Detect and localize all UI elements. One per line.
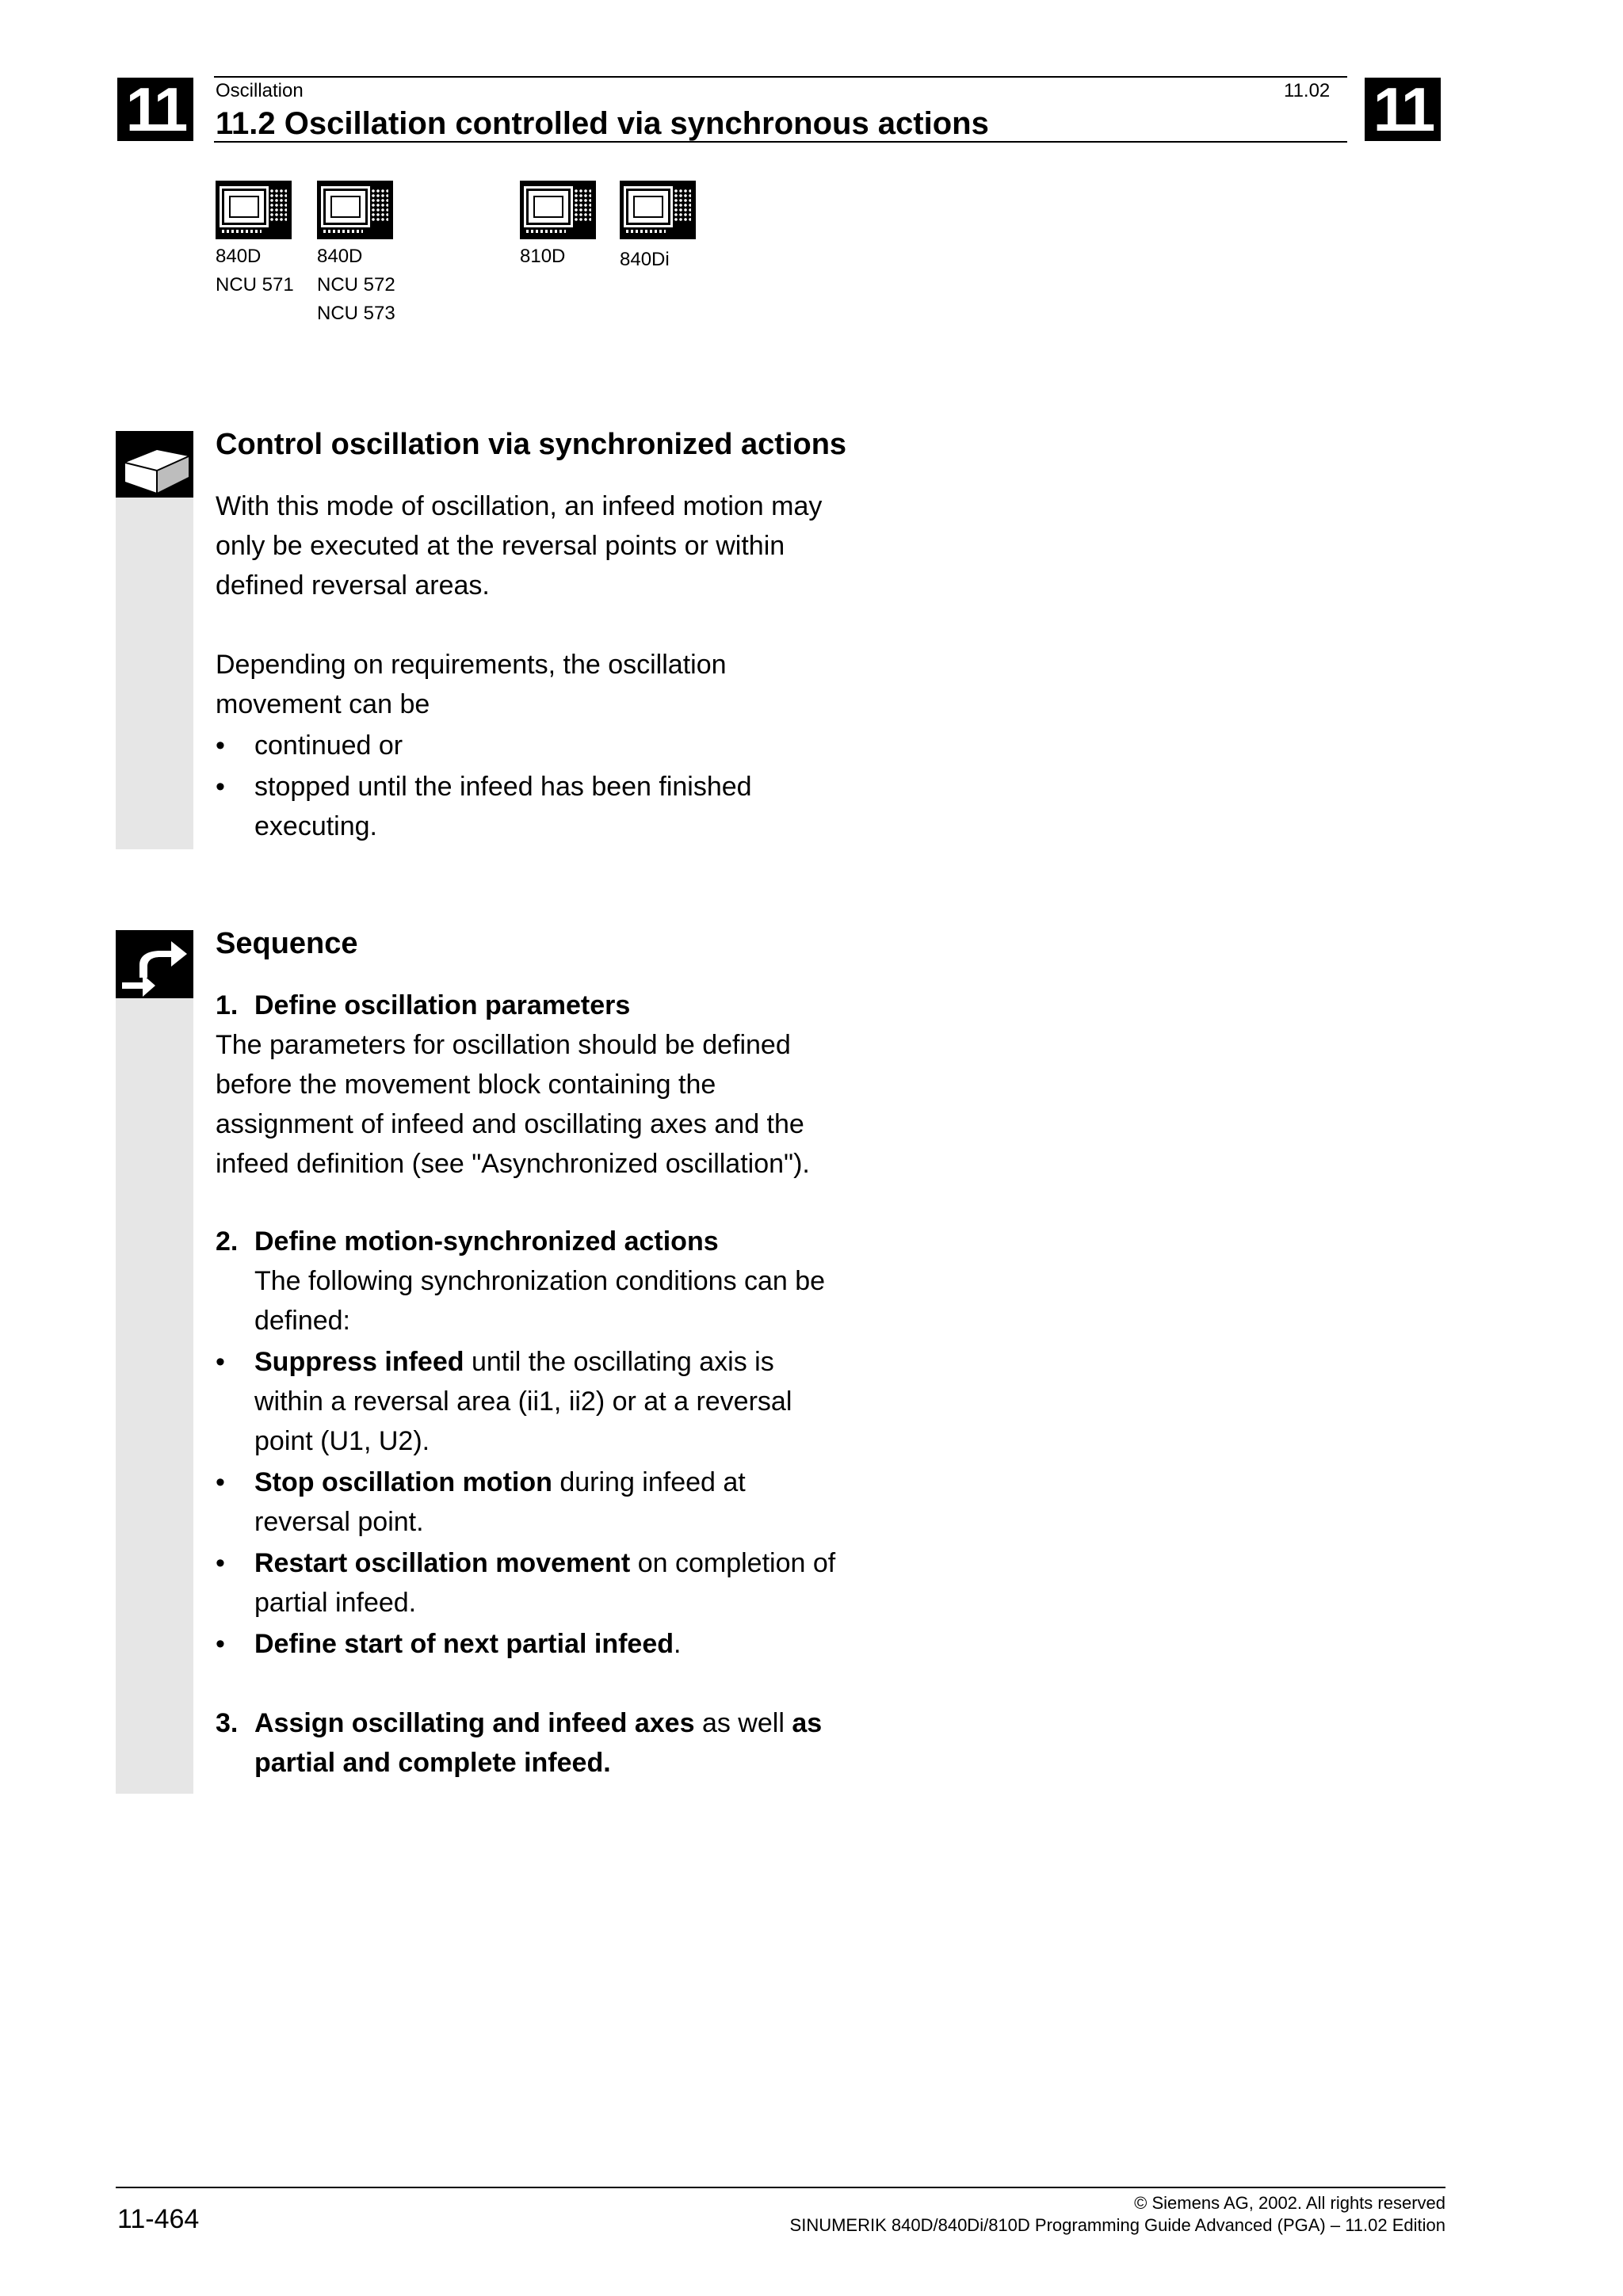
paragraph-line: movement can be [216,689,430,719]
list-item [254,1342,774,1382]
function-cube-icon [116,431,193,498]
paragraph-line: before the movement block containing the [216,1070,716,1100]
list-item-text: on completion of [630,1548,836,1578]
step-number: 1. [216,990,239,1020]
list-item-continuation: partial infeed. [254,1588,417,1618]
list-item-bold: Restart oscillation movement [254,1548,631,1578]
bullet-dot: • [216,1629,225,1659]
list-item-text: until the oscillating axis is [464,1347,774,1377]
step-title-text: as well [694,1708,792,1738]
copyright-notice: © Siemens AG, 2002. All rights reserved [1134,2193,1445,2213]
hardware-label-840di: 840Di [620,249,670,270]
paragraph-line: With this mode of oscillation, an infeed motion may [216,491,823,521]
hardware-label-840d-ncu572-573: 840D NCU 572 NCU 573 [317,246,395,324]
list-item-continuation: point (U1, U2). [254,1426,430,1456]
step-number: 3. [216,1708,239,1738]
running-title: Oscillation [216,80,304,101]
bullet-dot: • [216,730,225,761]
control-panel-icon [317,181,393,239]
step-title: Define motion-synchronized actions [254,1226,719,1257]
control-panel-icon [620,181,696,239]
bullet-dot: • [216,772,225,802]
list-item [254,1624,681,1664]
hardware-label-840d-ncu571: 840D NCU 571 [216,246,294,296]
step-title-continuation: partial and complete infeed. [254,1748,611,1778]
step-title: Define oscillation parameters [254,990,631,1020]
step-title-bold: as [792,1708,823,1738]
list-item-bold: Define start of next partial infeed [254,1629,674,1659]
list-item-continuation: within a reversal area (ii1, ii2) or at a reversal [254,1386,792,1417]
list-item-continuation: executing. [254,811,377,841]
chapter-number-left: 11 [117,78,193,141]
header-bottom-rule [214,141,1347,143]
list-item [254,1463,746,1502]
paragraph-line: only be executed at the reversal points or within [216,531,785,561]
paragraph-line: The following synchronization conditions can be [254,1266,826,1296]
step-title [254,1703,822,1743]
paragraph-line: Depending on requirements, the oscillation [216,650,727,680]
paragraph-line: assignment of infeed and oscillating axes and the [216,1109,804,1139]
sequence-heading: Sequence [216,927,358,960]
header-top-rule [214,76,1347,78]
list-item-continuation: reversal point. [254,1507,424,1537]
edition-label: 11.02 [1284,80,1331,101]
list-item-text: during infeed at [552,1467,746,1497]
control-panel-icon [520,181,596,239]
margin-bar-sequence [116,930,193,1794]
list-item-text: . [674,1629,682,1659]
list-item-bold: Stop oscillation motion [254,1467,552,1497]
control-heading: Control oscillation via synchronized actions [216,428,847,461]
control-panel-icon [216,181,292,239]
bullet-dot: • [216,1467,225,1497]
sequence-arrows-icon [116,930,193,998]
section-title: 11.2 Oscillation controlled via synchronous actions [216,106,989,141]
step-title-bold: Assign oscillating and infeed axes [254,1708,695,1738]
bullet-dot: • [216,1347,225,1377]
paragraph-line: infeed definition (see "Asynchronized oscillation"). [216,1149,810,1179]
bullet-dot: • [216,1548,225,1578]
hardware-label-810d: 810D [520,246,566,267]
publication-title: SINUMERIK 840D/840Di/810D Programming Guide Advanced (PGA) – 11.02 Edition [789,2215,1445,2235]
paragraph-line: defined reversal areas. [216,570,490,601]
paragraph-line: defined: [254,1306,350,1336]
chapter-number-right: 11 [1365,78,1441,141]
list-item: stopped until the infeed has been finished [254,772,752,802]
footer-rule [116,2187,1445,2188]
list-item: continued or [254,730,403,761]
list-item-bold: Suppress infeed [254,1347,464,1377]
step-number: 2. [216,1226,239,1257]
page-number: 11-464 [117,2204,200,2234]
list-item [254,1543,835,1583]
paragraph-line: The parameters for oscillation should be defined [216,1030,791,1060]
